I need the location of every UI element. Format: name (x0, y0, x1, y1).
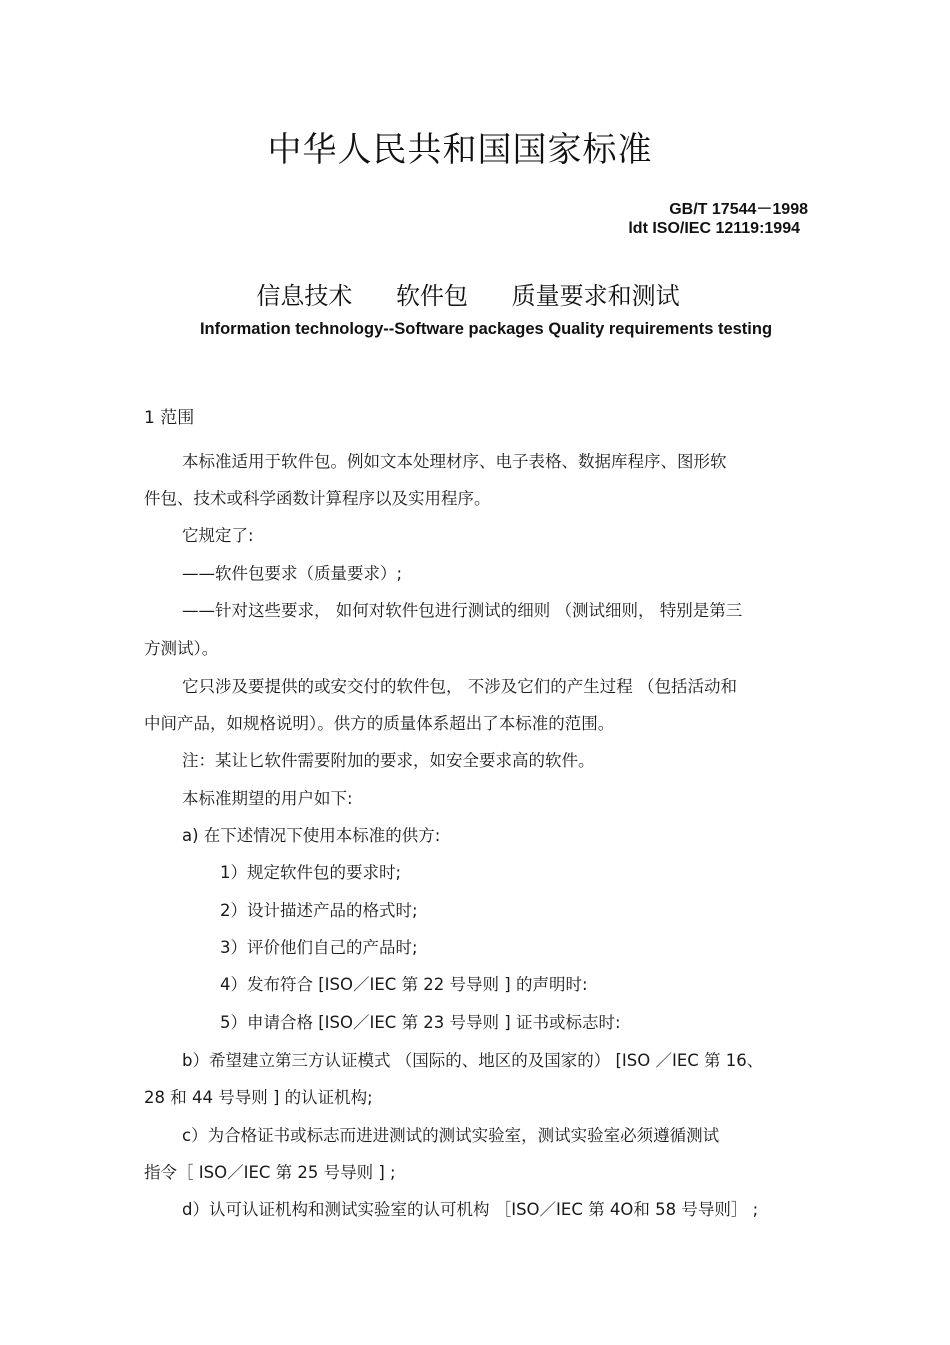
list-item: ——针对这些要求， 如何对软件包进行测试的细则 （测试细则， 特别是第三 (182, 601, 743, 620)
list-item: d）认可认证机构和测试实验室的认可机构 ［ISO／IEC 第 4O和 58 号导则］ ; (182, 1200, 759, 1219)
list-item: b）希望建立第三方认证模式 （国际的、地区的及国家的） [ISO ／IEC 第 16、 (182, 1051, 764, 1070)
sub-list-item: 3）评价他们自己的产品时; (220, 938, 418, 957)
list-item: c）为合格证书或标志而进进测试的测试实验室，测试实验室必须遵循测试 (182, 1126, 720, 1145)
standard-code: GB/T 17544－1998 (669, 201, 808, 218)
paragraph-line: 它规定了: (182, 526, 254, 545)
list-item: ——软件包要求（质量要求）; (182, 564, 403, 583)
document-title: 中华人民共和国国家标准 (267, 130, 653, 170)
equivalent-standard: ldt ISO/IEC 12119:1994 (628, 220, 800, 237)
sub-list-item: 2）设计描述产品的格式时; (220, 901, 418, 920)
paragraph-line: 中间产品，如规格说明）。供方的质量体系超出了本标准的范围。 (144, 714, 615, 733)
paragraph-line: 本标准适用于软件包。例如文本处理材序、电子表格、数据库程序、图形软 (182, 452, 727, 471)
section-heading: 1 范围 (144, 408, 195, 428)
paragraph-line: 28 和 44 号导则 ] 的认证机构; (144, 1088, 373, 1107)
chinese-subtitle (0, 276, 936, 311)
subtitle-part-1: 信息技术 (256, 282, 353, 310)
subtitle-part-2: 软件包 (396, 282, 468, 310)
list-item: a) 在下述情况下使用本标准的供方: (182, 826, 441, 845)
paragraph-line: 它只涉及要提供的或安交付的软件包， 不涉及它们的产生过程 （包括活动和 (182, 677, 737, 696)
sub-list-item: 1）规定软件包的要求时; (220, 863, 402, 882)
paragraph-line: 指令［ ISO／IEC 第 25 号导则 ] ; (144, 1163, 396, 1182)
paragraph-line: 方测试）。 (144, 639, 219, 658)
english-subtitle: Information technology--Software packages Quality requirements testing (199, 320, 773, 338)
sub-list-item: 4）发布符合 [ISO／IEC 第 22 号导则 ] 的声明时: (220, 975, 588, 994)
note-line: 注：某让匕软件需要附加的要求，如安全要求高的软件。 (182, 751, 595, 770)
subtitle-part-3: 质量要求和测试 (511, 282, 680, 310)
paragraph-line: 本标准期望的用户如下: (182, 789, 353, 808)
sub-list-item: 5）申请合格 [ISO／IEC 第 23 号导则 ] 证书或标志时: (220, 1013, 621, 1032)
paragraph-line: 件包、技术或科学函数计算程序以及实用程序。 (144, 489, 491, 508)
